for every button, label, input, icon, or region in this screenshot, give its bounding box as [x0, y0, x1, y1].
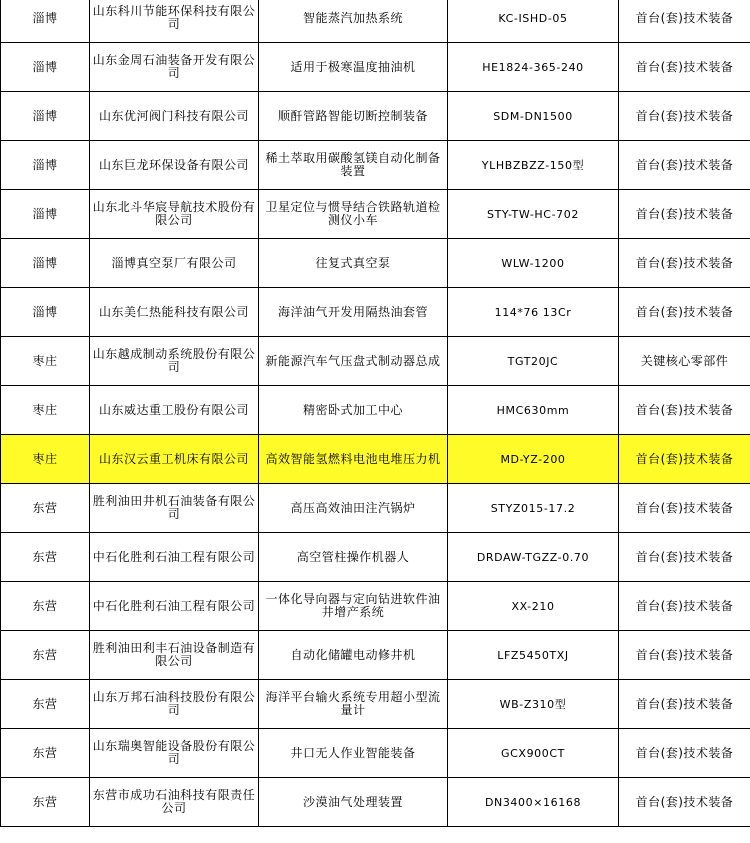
- model-cell: XX-210: [448, 582, 619, 631]
- city-cell: 枣庄: [1, 386, 90, 435]
- category-cell: 首台(套)技术装备: [619, 680, 750, 729]
- company-cell: 淄博真空泵厂有限公司: [90, 239, 259, 288]
- city-cell: 淄博: [1, 288, 90, 337]
- model-cell: KC-ISHD-05: [448, 0, 619, 43]
- product-cell: 稀土萃取用碳酸氢镁自动化制备装置: [259, 141, 448, 190]
- table-row: [1, 141, 750, 190]
- product-cell: 往复式真空泵: [259, 239, 448, 288]
- city-cell: 枣庄: [1, 337, 90, 386]
- company-cell: 山东越成制动系统股份有限公司: [90, 337, 259, 386]
- category-cell: 首台(套)技术装备: [619, 386, 750, 435]
- category-cell: 首台(套)技术装备: [619, 43, 750, 92]
- table-row: [1, 288, 750, 337]
- product-cell: 海洋油气开发用隔热油套管: [259, 288, 448, 337]
- category-cell: 首台(套)技术装备: [619, 729, 750, 778]
- company-cell: 山东万邦石油科技股份有限公司: [90, 680, 259, 729]
- company-cell: 山东优河阀门科技有限公司: [90, 92, 259, 141]
- model-cell: SDM-DN1500: [448, 92, 619, 141]
- table-row: [1, 386, 750, 435]
- city-cell: 淄博: [1, 239, 90, 288]
- model-cell: HMC630mm: [448, 386, 619, 435]
- product-cell: 井口无人作业智能装备: [259, 729, 448, 778]
- city-cell: 东营: [1, 778, 90, 827]
- company-cell: 胜利油田井机石油装备有限公司: [90, 484, 259, 533]
- category-cell: 首台(套)技术装备: [619, 190, 750, 239]
- model-cell: 114*76 13Cr: [448, 288, 619, 337]
- model-cell: GCX900CT: [448, 729, 619, 778]
- company-cell: 山东瑞奥智能设备股份有限公司: [90, 729, 259, 778]
- model-cell: LFZ5450TXJ: [448, 631, 619, 680]
- category-cell: 首台(套)技术装备: [619, 582, 750, 631]
- table-row: [1, 239, 750, 288]
- table-body: [1, 0, 750, 827]
- table-row: [1, 582, 750, 631]
- product-cell: 高空管柱操作机器人: [259, 533, 448, 582]
- company-cell: 山东巨龙环保设备有限公司: [90, 141, 259, 190]
- company-cell: 山东科川节能环保科技有限公司: [90, 0, 259, 43]
- table-row: [1, 680, 750, 729]
- model-cell: TGT20JC: [448, 337, 619, 386]
- category-cell: 首台(套)技术装备: [619, 435, 750, 484]
- table-row: [1, 435, 750, 484]
- model-cell: YLHBZBZZ-150型: [448, 141, 619, 190]
- table-row: [1, 533, 750, 582]
- category-cell: 首台(套)技术装备: [619, 92, 750, 141]
- model-cell: DRDAW-TGZZ-0.70: [448, 533, 619, 582]
- table-row: [1, 729, 750, 778]
- product-cell: 智能蒸汽加热系统: [259, 0, 448, 43]
- category-cell: 首台(套)技术装备: [619, 778, 750, 827]
- city-cell: 东营: [1, 631, 90, 680]
- table-row: [1, 190, 750, 239]
- category-cell: 首台(套)技术装备: [619, 239, 750, 288]
- category-cell: 关键核心零部件: [619, 337, 750, 386]
- city-cell: 东营: [1, 533, 90, 582]
- model-cell: HE1824-365-240: [448, 43, 619, 92]
- city-cell: 淄博: [1, 0, 90, 43]
- product-cell: 海洋平台输火系统专用超小型流量计: [259, 680, 448, 729]
- company-cell: 山东汉云重工机床有限公司: [90, 435, 259, 484]
- company-cell: 山东北斗华宸导航技术股份有限公司: [90, 190, 259, 239]
- model-cell: STY-TW-HC-702: [448, 190, 619, 239]
- company-cell: 东营市成功石油科技有限责任公司: [90, 778, 259, 827]
- model-cell: DN3400×16168: [448, 778, 619, 827]
- table-row: [1, 778, 750, 827]
- table-row: [1, 631, 750, 680]
- category-cell: 首台(套)技术装备: [619, 288, 750, 337]
- city-cell: 东营: [1, 484, 90, 533]
- company-cell: 中石化胜利石油工程有限公司: [90, 582, 259, 631]
- city-cell: 东营: [1, 729, 90, 778]
- product-cell: 自动化储罐电动修井机: [259, 631, 448, 680]
- product-cell: 顺酐管路智能切断控制装备: [259, 92, 448, 141]
- category-cell: 首台(套)技术装备: [619, 631, 750, 680]
- product-cell: 高效智能氢燃料电池电堆压力机: [259, 435, 448, 484]
- category-cell: 首台(套)技术装备: [619, 484, 750, 533]
- category-cell: 首台(套)技术装备: [619, 141, 750, 190]
- model-cell: STYZ015-17.2: [448, 484, 619, 533]
- table-row: [1, 337, 750, 386]
- product-cell: 适用于极寒温度抽油机: [259, 43, 448, 92]
- category-cell: 首台(套)技术装备: [619, 533, 750, 582]
- product-cell: 沙漠油气处理装置: [259, 778, 448, 827]
- company-cell: 山东美仁热能科技有限公司: [90, 288, 259, 337]
- table-row: [1, 92, 750, 141]
- city-cell: 枣庄: [1, 435, 90, 484]
- company-cell: 山东威达重工股份有限公司: [90, 386, 259, 435]
- city-cell: 东营: [1, 582, 90, 631]
- model-cell: WLW-1200: [448, 239, 619, 288]
- product-cell: 新能源汽车气压盘式制动器总成: [259, 337, 448, 386]
- model-cell: WB-Z310型: [448, 680, 619, 729]
- city-cell: 东营: [1, 680, 90, 729]
- table-row: [1, 484, 750, 533]
- city-cell: 淄博: [1, 43, 90, 92]
- company-cell: 山东金周石油装备开发有限公司: [90, 43, 259, 92]
- product-cell: 精密卧式加工中心: [259, 386, 448, 435]
- city-cell: 淄博: [1, 92, 90, 141]
- product-cell: 一体化导向器与定向钻进软件油井增产系统: [259, 582, 448, 631]
- company-cell: 中石化胜利石油工程有限公司: [90, 533, 259, 582]
- model-cell: MD-YZ-200: [448, 435, 619, 484]
- product-cell: 卫星定位与惯导结合铁路轨道检测仪小车: [259, 190, 448, 239]
- category-cell: 首台(套)技术装备: [619, 0, 750, 43]
- company-cell: 胜利油田利丰石油设备制造有限公司: [90, 631, 259, 680]
- product-cell: 高压高效油田注汽锅炉: [259, 484, 448, 533]
- city-cell: 淄博: [1, 141, 90, 190]
- table-row: [1, 0, 750, 43]
- city-cell: 淄博: [1, 190, 90, 239]
- table-row: [1, 43, 750, 92]
